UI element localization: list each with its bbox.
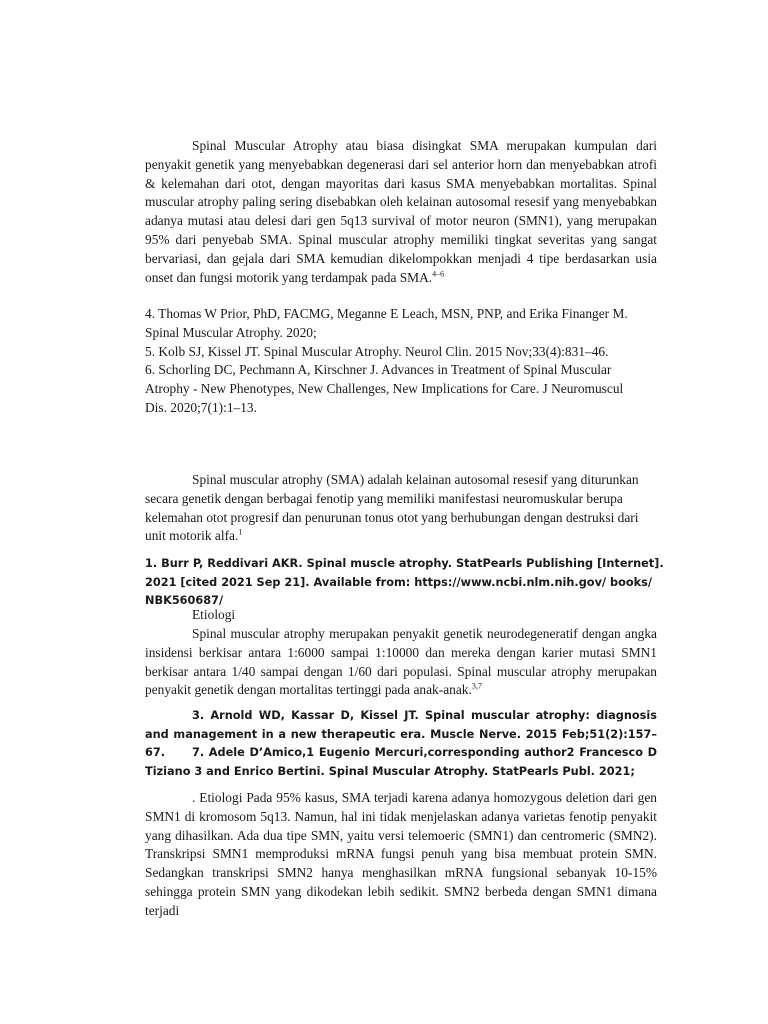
paragraph-sma-intro: Spinal Muscular Atrophy atau biasa disingkat SMA merupakan kumpulan dari penyakit genetik yang menyebabkan degenerasi dari sel anterior horn dan menyebabkan atrofi & kelemahan dari otot, dengan mayoritas dari kasus SMA menyebabkan mortalitas. Spinal muscular atrophy paling sering disebabkan oleh kelainan autosomal resesif yang menyebabkan adanya mutasi atau delesi dari gen 5q13 survival of motor neuron (SMN1), yang merupakan 95% dari penyebab SMA. Spinal muscular atrophy memiliki tingkat severitas yang sangat bervariasi, dan gejala dari SMA kemudian dikelompokkan menjadi 4 tipe berdasarkan usia onset dan fungsi motorik yang terdampak pada SMA.$^{4-6}$ [145,138,657,285]
paragraph-etiologi-detail: . Etiologi Pada 95% kasus, SMA terjadi karena adanya homozygous deletion dari gen SMN1 di kromosom 5q13. Namun, hal ini tidak menjelaskan adanya varietas fenotip penyakit yang dihasilkan. Ada dua tipe SMN, yaitu versi telemoeric (SMN1) dan centromeric (SMN2). Transkripsi SMN1 memproduksi mRNA fungsi penuh yang bisa membuat protein SMN. Sedangkan transkripsi SMN2 hanya menghasilkan mRNA fungsional sebanyak 10-15% sehingga protein SMN yang dikodekan lebih sedikit. SMN2 berbeda dengan SMN1 dimana terjadi [145,790,657,918]
paragraph-sma-definition: Spinal muscular atrophy (SMA) adalah kelainan autosomal resesif yang diturunkan secara genetik dengan berbagai fenotip yang memiliki manifestasi neuromuskular berupa kelemahan otot progresif dan penurunan tonus otot yang berhubungan dengan destruksi dari unit motorik alfa.$^1$ [145,472,639,544]
citation-superscript: 3,7 [471,681,482,691]
citation-superscript: 1 [238,527,243,537]
reference-entry: 4. Thomas W Prior, PhD, FACMG, Meganne E Leach, MSN, PNP, and Erika Finanger M. [145,306,628,321]
reference-entry: 5. Kolb SJ, Kissel JT. Spinal Muscular Atrophy. Neurol Clin. 2015 Nov;33(4):831–46. [145,343,609,359]
reference-entry: Spinal Muscular Atrophy. 2020; [145,324,317,340]
reference-list-1 [145,305,645,418]
reference-burr: 1. Burr P, Reddivari AKR. Spinal muscle atrophy. StatPearls Publishing [Internet]. 2021 [cited 2021 Sep 21]. Available from: https://www.ncbi.nlm.nih.gov/ books/ NBK560687/ [145,557,664,608]
reference-damico: 7. Adele D’Amico,1 Eugenio Mercuri,corresponding author2 Francesco D Tiziano 3 and Enrico Bertini. Spinal Muscular Atrophy. StatPearls Publ. 2021; [145,746,657,778]
reference-entry: Atrophy - New Phenotypes, New Challenges, New Implications for Care. J Neuromuscul Dis. 2020;7(1):1–13. [145,381,624,415]
citation-superscript: 4–6 [432,269,445,279]
heading-etiologi: Etiologi [192,607,236,622]
paragraph-incidence: Spinal muscular atrophy merupakan penyakit genetik neurodegeneratif dengan angka insidensi berkisar antara 1:6000 sampai 1:10000 dan mereka dengan karier mutasi SMN1 berkisar antara 1/40 sampai dengan 1/60 dari populasi. Spinal muscular atrophy merupakan penyakit genetik dengan mortalitas tertinggi pada anak-anak.$^{3,7}$ [145,626,657,698]
reference-arnold: 3. Arnold WD, Kassar D, Kissel JT. Spinal muscular atrophy: diagnosis and management in a new therapeutic era. Muscle Nerve. 2015 Feb;51(2):157–67. [145,709,657,760]
reference-entry: 6. Schorling DC, Pechmann A, Kirschner J. Advances in Treatment of Spinal Muscular [145,362,612,378]
